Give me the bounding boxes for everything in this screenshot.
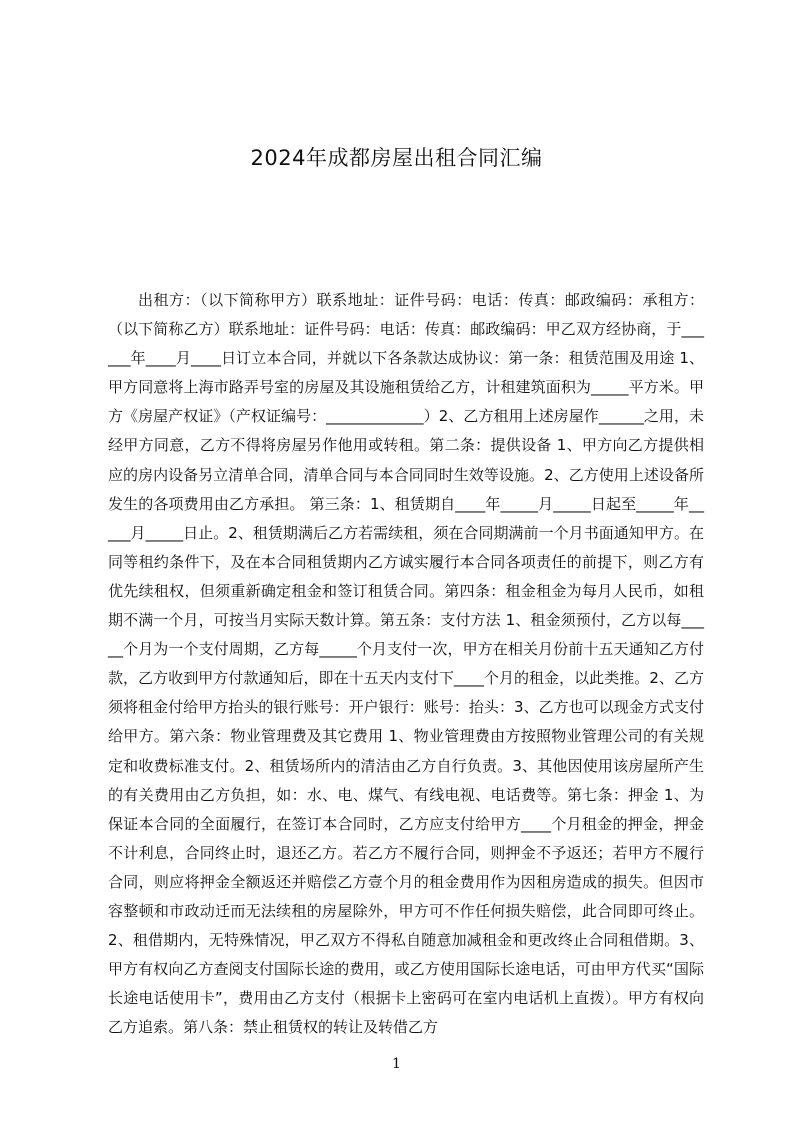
page-number: 1 (392, 1056, 401, 1072)
document-title: 2024年成都房屋出租合同汇编 (250, 146, 543, 170)
contract-body-text: 出租方：（以下简称甲方）联系地址：证件号码：电话：传真：邮政编码：承租方：（以下简称乙方）联系地址：证件号码：电话：传真：邮政编码：甲乙双方经协商，于______年____月____日订立本合同，并就以下各条款达成协议：第一条：租赁范围及用途 1、甲方同意将上海市路弄号室的房屋及其设施租赁给乙方，计租建筑面积为_____平方米。甲方《房屋产权证》（产权证编号：_____________）2、乙方租用上述房屋作______之用，未经甲方同意，乙方不得将房屋另作他用或转租。第二条：提供设备 1、甲方向乙方提供相应的房内设备另立清单合同，清单合同与本合同同时生效等设施。2、乙方使用上述设备所发生的各项费用由乙方承担。 第三条：1、租赁期自____年_____月_____日起至_____年_____月_____日止。2、租赁期满后乙方若需续租，须在合同期满前一个月书面通知甲方。在同等租约条件下，及在本合同租赁期内乙方诚实履行本合同各项责任的前提下，则乙方有优先续租权，但须重新确定租金和签订租赁合同。第四条：租金租金为每月人民币，如租期不满一个月，可按当月实际天数计算。第五条：支付方法 1、租金须预付，乙方以每_____个月为一个支付周期，乙方每_____个月支付一次，甲方在相关月份前十五天通知乙方付款，乙方收到甲方付款通知后，即在十五天内支付下____个月的租金，以此类推。2、乙方须将租金付给甲方抬头的银行账号：开户银行：账号：抬头：3、乙方也可以现金方式支付给甲方。第六条：物业管理费及其它费用 1、物业管理费由方按照物业管理公司的有关规定和收费标准支付。2、租赁场所内的清洁由乙方自行负责。3、其他因使用该房屋所产生的有关费用由乙方负担，如：水、电、煤气、有线电视、电话费等。第七条：押金 1、为保证本合同的全面履行，在签订本合同时，乙方应支付给甲方____个月租金的押金，押金不计利息，合同终止时，退还乙方。若乙方不履行合同，则押金不予返还；若甲方不履行合同，则应将押金全额返还并赔偿乙方壹个月的租金费用作为因租房造成的损失。但因市容整顿和市政动迁而无法续租的房屋除外，甲方可不作任何损失赔偿，此合同即可终止。2、租借期内，无特殊情况，甲乙双方不得私自随意加减租金和更改终止合同租借期。3、甲方有权向乙方查阅支付国际长途的费用，或乙方使用国际长途电话，可由甲方代买“国际长途电话使用卡”，费用由乙方支付（根据卡上密码可在室内电话机上直拨）。甲方有权向乙方追索。第八条：禁止租赁权的转让及转借乙方 (108, 291, 704, 1037)
